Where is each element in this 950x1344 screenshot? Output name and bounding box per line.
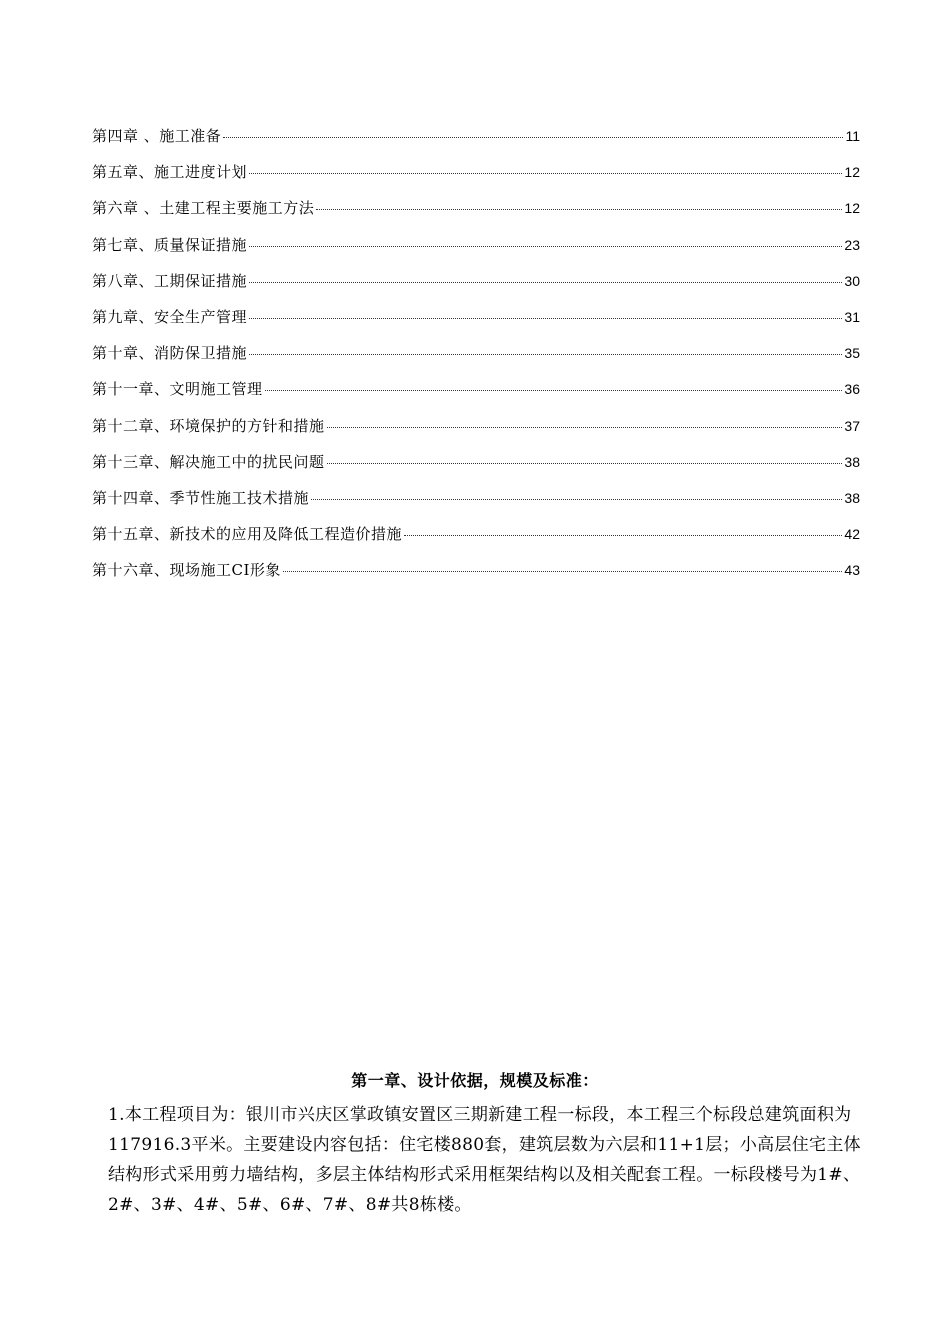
- toc-dot-leader: [265, 390, 843, 391]
- toc-entry-title: 第十章、消防保卫措施: [92, 344, 248, 363]
- toc-entry-title: 第十三章、解决施工中的扰民问题: [92, 452, 325, 471]
- toc-entry[interactable]: [92, 416, 860, 452]
- toc-entry-title: 第四章 、施工准备: [92, 127, 222, 145]
- toc-entry-title: 第十六章、现场施工CI形象: [92, 561, 281, 580]
- toc-entry-title: 第十四章、季节性施工技术措施: [92, 488, 310, 507]
- table-of-contents: [92, 126, 860, 596]
- toc-entry[interactable]: [92, 162, 860, 198]
- toc-entry[interactable]: [92, 198, 860, 234]
- toc-dot-leader: [404, 535, 842, 536]
- toc-entry[interactable]: [92, 271, 860, 307]
- toc-entry[interactable]: [92, 524, 860, 560]
- toc-entry-title: 第五章、施工进度计划: [92, 163, 248, 182]
- toc-entry-title: 第六章 、土建工程主要施工方法: [92, 199, 315, 218]
- toc-entry[interactable]: [92, 343, 860, 379]
- chapter-heading: 第一章、设计依据，规模及标准：: [351, 1071, 599, 1090]
- toc-entry-page-number: 36: [844, 381, 860, 398]
- toc-dot-leader: [249, 173, 842, 174]
- toc-dot-leader: [316, 209, 842, 210]
- toc-entry-page-number: 37: [844, 417, 860, 434]
- toc-entry-page-number: 35: [844, 345, 860, 362]
- toc-dot-leader: [249, 246, 842, 247]
- body-paragraph: 1.本工程项目为：银川市兴庆区掌政镇安置区三期新建工程一标段，本工程三个标段总建筑面积为117916.3平米。主要建设内容包括：住宅楼880套，建筑层数为六层和11+1层；小高层住宅主体结构形式采用剪力墙结构，多层主体结构形式采用框架结构以及相关配套工程。一标段楼号为1#、2#、3#、4#、5#、6#、7#、8#共8栋楼。: [108, 1105, 861, 1215]
- toc-entry-page-number: 31: [844, 308, 860, 325]
- toc-entry[interactable]: [92, 126, 860, 162]
- toc-entry[interactable]: [92, 235, 860, 271]
- toc-entry-title: 第九章、安全生产管理: [92, 307, 248, 326]
- toc-entry[interactable]: [92, 379, 860, 415]
- toc-entry[interactable]: [92, 488, 860, 524]
- toc-entry[interactable]: [92, 307, 860, 343]
- toc-entry-page-number: 38: [844, 489, 860, 506]
- toc-dot-leader: [249, 318, 842, 319]
- toc-entry-title: 第十一章、文明施工管理: [92, 380, 263, 399]
- toc-dot-leader: [327, 427, 843, 428]
- toc-dot-leader: [249, 282, 842, 283]
- toc-dot-leader: [311, 499, 842, 500]
- toc-dot-leader: [223, 137, 843, 138]
- toc-entry-title: 第十五章、新技术的应用及降低工程造价措施: [92, 525, 403, 544]
- toc-entry-page-number: 38: [844, 453, 860, 470]
- toc-entry[interactable]: [92, 560, 860, 596]
- toc-entry-title: 第七章、质量保证措施: [92, 235, 248, 254]
- toc-entry-page-number: 12: [844, 200, 860, 217]
- toc-entry-title: 第八章、工期保证措施: [92, 271, 248, 290]
- toc-dot-leader: [249, 354, 842, 355]
- toc-entry-page-number: 43: [844, 562, 860, 579]
- toc-dot-leader: [327, 463, 843, 464]
- toc-entry-page-number: 42: [844, 526, 860, 543]
- toc-entry-page-number: 11: [845, 128, 860, 144]
- toc-entry-page-number: 30: [844, 272, 860, 289]
- toc-dot-leader: [283, 571, 843, 572]
- toc-entry-title: 第十二章、环境保护的方针和措施: [92, 416, 325, 435]
- toc-entry-page-number: 12: [844, 164, 860, 181]
- toc-entry-page-number: 23: [844, 236, 860, 253]
- toc-entry[interactable]: [92, 452, 860, 488]
